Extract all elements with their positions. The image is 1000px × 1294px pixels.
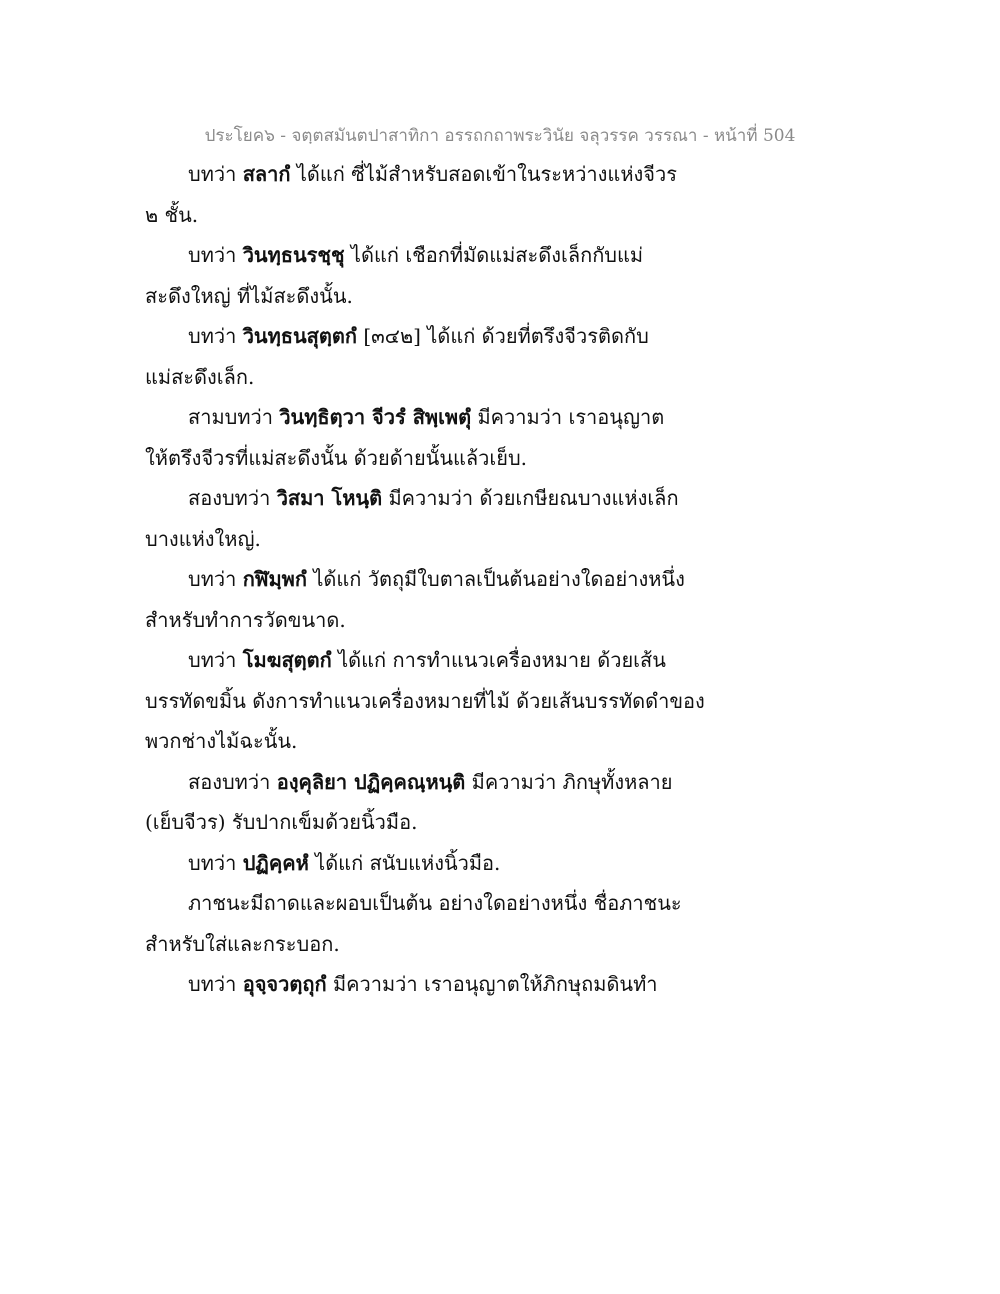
text-segment: แม่สะดึงเล็ก. <box>145 364 255 389</box>
pali-term: วินทฺธนรชฺชุ <box>242 243 345 267</box>
text-line <box>145 964 745 1005</box>
text-line <box>145 276 745 317</box>
text-segment: มีความว่า เราอนุญาตให้ภิกษุถมดินทำ <box>326 972 658 996</box>
text-line <box>145 478 745 519</box>
text-segment: บทว่า <box>188 972 243 996</box>
text-line <box>145 195 745 236</box>
text-segment: พวกช่างไม้ฉะนั้น. <box>145 729 298 753</box>
text-line <box>145 802 745 843</box>
pali-term: วินทฺธิตฺวา จีวรํ สิพฺเพตุํ <box>279 405 472 429</box>
paragraph <box>145 883 745 964</box>
text-line <box>145 924 745 965</box>
text-line <box>145 357 745 398</box>
text-segment: ๒ ชั้น. <box>145 202 199 227</box>
text-segment: ได้แก่ การทำแนวเครื่องหมาย ด้วยเส้น <box>331 648 666 672</box>
pali-term: วินทฺธนสุตฺตกํ <box>242 324 357 348</box>
text-segment: (เย็บจีวร) รับปากเข็มด้วยนิ้วมือ. <box>145 810 418 834</box>
text-segment: ให้ตรึงจีวรที่แม่สะดึงนั้น ด้วยด้ายนั้นแล้วเย็บ. <box>145 445 528 470</box>
pali-term: วิสมา โหนฺติ <box>276 486 383 510</box>
text-segment: บทว่า <box>188 162 243 186</box>
text-line <box>145 559 745 600</box>
text-segment: สำหรับใส่และกระบอก. <box>145 931 340 956</box>
text-segment: บรรทัดขมิ้น ดังการทำแนวเครื่องหมายที่ไม้ ด้วยเส้นบรรทัดดำของ <box>145 688 705 713</box>
pali-term: สลากํ <box>242 162 291 186</box>
text-line <box>145 762 745 803</box>
text-segment: สองบทว่า <box>188 486 277 510</box>
paragraph <box>145 640 745 762</box>
text-line <box>145 883 745 924</box>
text-segment: สำหรับทำการวัดขนาด. <box>145 607 346 632</box>
text-line <box>145 154 745 195</box>
text-line <box>145 843 745 884</box>
text-line <box>145 316 745 357</box>
text-segment: บางแห่งใหญ่. <box>145 526 261 551</box>
text-segment: ภาชนะมีถาดและผอบเป็นต้น อย่างใดอย่างหนึ่ง ชื่อภาชนะ <box>188 891 682 915</box>
text-line <box>145 681 745 722</box>
text-segment: บทว่า <box>188 850 243 875</box>
pali-term: กฬิมฺพกํ <box>242 567 307 591</box>
paragraph <box>145 964 745 1005</box>
paragraph <box>145 397 745 478</box>
text-line <box>145 235 745 276</box>
pali-term: อุจฺจวตฺถุกํ <box>242 972 327 996</box>
text-segment: บทว่า <box>188 324 243 348</box>
text-line <box>145 600 745 641</box>
text-segment: บทว่า <box>188 243 243 267</box>
text-line <box>145 519 745 560</box>
text-segment: สองบทว่า <box>188 769 277 794</box>
paragraph <box>145 316 745 397</box>
text-segment: บทว่า <box>188 648 243 672</box>
text-line <box>145 397 745 438</box>
text-segment: สะดึงใหญ่ ที่ไม้สะดึงนั้น. <box>145 283 353 308</box>
paragraph <box>145 478 745 559</box>
text-line <box>145 438 745 479</box>
text-line <box>145 640 745 681</box>
text-segment: มีความว่า ด้วยเกษียณบางแห่งเล็ก <box>382 486 679 510</box>
text-segment: สามบทว่า <box>188 405 280 429</box>
text-segment: มีความว่า เราอนุญาต <box>471 405 665 429</box>
page-header: ประโยค๖ - จตฺตสมันตปาสาทิกา อรรถกถาพระวินัย จลุวรรค วรรณา - หน้าที่ 504 <box>204 126 796 146</box>
pali-term: โมฆสุตฺตกํ <box>242 648 332 672</box>
text-segment: บทว่า <box>188 567 243 591</box>
paragraph <box>145 762 745 843</box>
document-body <box>145 154 745 1005</box>
text-segment: มีความว่า ภิกษุทั้งหลาย <box>465 769 673 794</box>
paragraph <box>145 843 745 884</box>
text-segment: ได้แก่ ซี่ไม้สำหรับสอดเข้าในระหว่างแห่งจีวร <box>290 162 677 186</box>
paragraph <box>145 154 745 235</box>
paragraph <box>145 235 745 316</box>
text-segment: ได้แก่ สนับแห่งนิ้วมือ. <box>308 850 501 875</box>
text-segment: ได้แก่ วัตถุมีใบตาลเป็นต้นอย่างใดอย่างหนึ่ง <box>306 567 685 591</box>
paragraph <box>145 559 745 640</box>
pali-term: องฺคุลิยา ปฏิคฺคณฺหนฺติ <box>276 769 466 794</box>
text-segment: [๓๔๒] ได้แก่ ด้วยที่ตรึงจีวรติดกับ <box>356 324 649 348</box>
pali-term: ปฏิคฺคหํ <box>242 850 309 875</box>
text-segment: ได้แก่ เชือกที่มัดแม่สะดึงเล็กกับแม่ <box>344 243 644 267</box>
text-line <box>145 721 745 762</box>
